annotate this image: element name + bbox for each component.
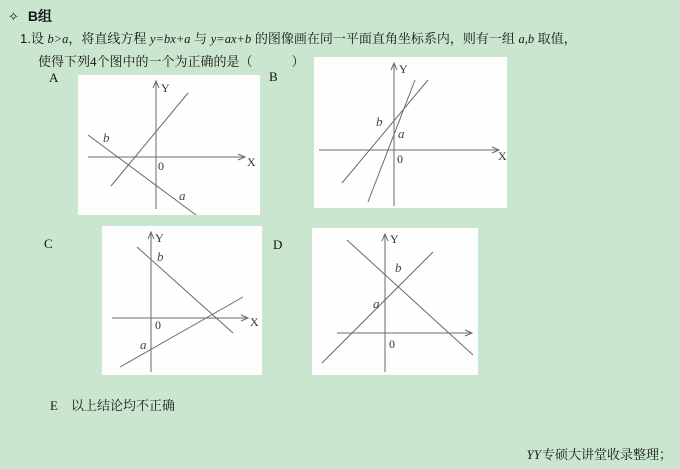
graph-box-a [78,75,260,215]
line-b-negative [347,240,473,355]
option-label-e: E [50,398,58,413]
x-axis-label: X [247,155,256,169]
graph-box-c [102,226,262,375]
option-label-d: D [273,237,283,252]
footer-prefix: YY [526,447,541,462]
math-expression: y=ax+b [210,32,252,46]
line-a-label: a [398,126,405,141]
y-axis-label: Y [161,81,170,95]
section-title: B组 [27,8,53,24]
footer-text: 专硕大讲堂收录整理； [541,447,672,462]
line-b-shallow [342,80,428,183]
line-b-label: b [395,260,402,275]
origin-label: 0 [389,337,395,351]
question-line-1 [20,28,577,47]
graph-c-plot [102,226,262,375]
question-text: 个图中的一个为正确的是（ ） [96,54,305,69]
question-line-2 [38,51,305,70]
origin-label: 0 [158,159,164,173]
math-expression: b>a [47,32,69,46]
math-expression: a,b [518,32,535,46]
question-text: ，将直线方程 [68,31,151,46]
x-axis-label: X [498,149,507,163]
question-text: 的图像画在同一平面直角坐标系内，则有一组 [251,31,519,46]
footer-credit [527,444,672,463]
line-a-label: a [179,188,186,203]
origin-label: 0 [155,318,161,332]
line-unlabeled [111,93,188,186]
question-text: 使得下列 [38,54,91,69]
question-number: 4 [90,54,97,69]
line-b-label: b [103,130,110,145]
option-label-c: C [44,236,53,251]
line-b-label: b [376,114,383,129]
section-header [8,6,52,26]
graph-d-plot [312,228,478,375]
option-label-b: B [269,69,278,84]
graph-box-b [314,57,507,208]
y-axis-label: Y [155,231,164,245]
y-axis-label: Y [390,232,399,246]
option-e-row [50,395,175,414]
graph-box-d [312,228,478,375]
question-text: 1.设 [20,31,48,46]
graph-a-plot [78,75,260,215]
x-axis-label: X [250,315,259,329]
question-text: 与 [190,31,211,46]
line-a-label: a [140,337,147,352]
line-a-positive [120,297,243,367]
line-a-steep [368,80,415,202]
option-e-text: 以上结论均不正确 [70,398,175,413]
line-a-label: a [373,296,380,311]
line-b-label: b [157,249,164,264]
option-label-a: A [49,70,59,85]
line-labeled [88,135,196,215]
graph-b-plot [314,57,507,208]
origin-label: 0 [397,152,403,166]
question-text: 取值， [534,31,577,46]
diamond-bullet-icon: ✧ [8,9,19,24]
math-expression: y=bx+a [150,32,191,46]
y-axis-label: Y [399,62,408,76]
